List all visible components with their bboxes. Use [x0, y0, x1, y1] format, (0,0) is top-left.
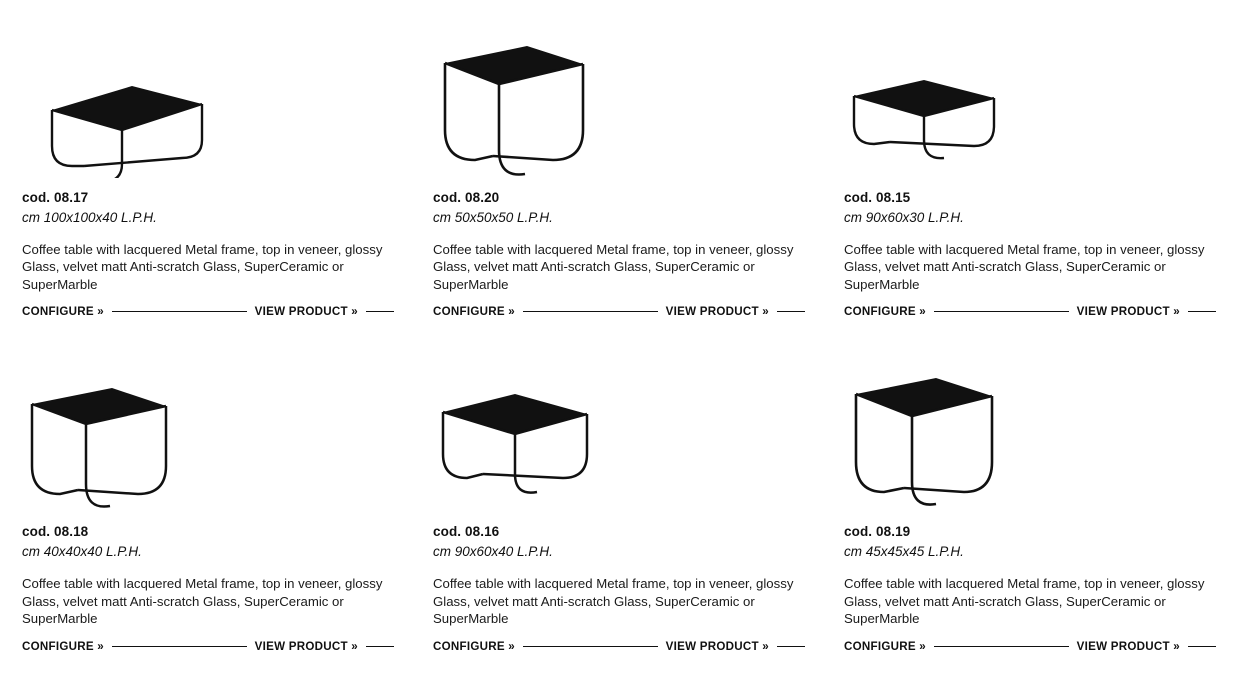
product-actions: [844, 305, 1224, 318]
divider-line: [112, 311, 247, 312]
product-code: cod. 08.16: [433, 524, 500, 540]
product-code: cod. 08.19: [844, 524, 911, 540]
product-dimensions: cm 90x60x30 L.P.H.: [844, 210, 964, 225]
divider-line-end: [366, 646, 394, 647]
coffee-table-low-rect-icon: [846, 68, 1026, 178]
configure-link[interactable]: CONFIGURE »: [433, 305, 515, 319]
divider-line-end: [1188, 311, 1216, 312]
divider-line-end: [777, 646, 805, 647]
product-actions: [433, 305, 813, 318]
view-product-link[interactable]: VIEW PRODUCT »: [254, 305, 358, 319]
product-card: [844, 0, 1250, 318]
product-card: [433, 318, 839, 652]
divider-line: [934, 311, 1069, 312]
product-image-0819: [844, 344, 1250, 524]
coffee-table-low-square-icon: [24, 58, 224, 178]
product-dimensions: cm 45x45x45 L.P.H.: [844, 544, 964, 560]
product-actions: [433, 640, 813, 653]
product-code: cod. 08.17: [22, 190, 89, 205]
coffee-table-mid-rect-icon: [435, 382, 615, 512]
product-image-0820: [433, 10, 839, 190]
view-product-link[interactable]: VIEW PRODUCT »: [665, 305, 769, 319]
divider-line-end: [1188, 646, 1216, 647]
product-image-0817: [22, 10, 428, 190]
product-code: cod. 08.20: [433, 190, 500, 205]
product-description: Coffee table with lacquered Metal frame, top in veneer, glossy Glass, velvet matt Anti-scratch Glass, SuperCeramic or SuperMarble: [844, 576, 1205, 627]
coffee-table-tall-square-icon: [435, 38, 635, 178]
configure-link[interactable]: CONFIGURE »: [844, 639, 926, 653]
product-description: Coffee table with lacquered Metal frame, top in veneer, glossy Glass, velvet matt Anti-scratch Glass, SuperCeramic or SuperMarble: [433, 576, 794, 627]
product-description: Coffee table with lacquered Metal frame, top in veneer, glossy Glass, velvet matt Anti-scratch Glass, SuperCeramic or SuperMarble: [844, 242, 1205, 292]
product-card: [844, 318, 1250, 652]
product-image-0815: [844, 10, 1250, 190]
product-dimensions: cm 100x100x40 L.P.H.: [22, 210, 157, 225]
divider-line: [523, 646, 658, 647]
configure-link[interactable]: CONFIGURE »: [22, 639, 104, 653]
coffee-table-tall-square-2-icon: [846, 372, 1026, 512]
product-image-0816: [433, 344, 839, 524]
divider-line: [523, 311, 658, 312]
product-card: [22, 0, 428, 318]
view-product-link[interactable]: VIEW PRODUCT »: [1076, 305, 1180, 319]
product-card: [22, 318, 428, 652]
view-product-link[interactable]: VIEW PRODUCT »: [254, 639, 358, 653]
product-actions: [22, 640, 402, 653]
divider-line: [112, 646, 247, 647]
product-dimensions: cm 40x40x40 L.P.H.: [22, 544, 142, 560]
product-image-0818: [22, 344, 428, 524]
divider-line-end: [366, 311, 394, 312]
product-code: cod. 08.18: [22, 524, 89, 540]
view-product-link[interactable]: VIEW PRODUCT »: [1076, 639, 1180, 653]
view-product-link[interactable]: VIEW PRODUCT »: [665, 639, 769, 653]
product-description: Coffee table with lacquered Metal frame, top in veneer, glossy Glass, velvet matt Anti-scratch Glass, SuperCeramic or SuperMarble: [22, 242, 383, 292]
product-description: Coffee table with lacquered Metal frame, top in veneer, glossy Glass, velvet matt Anti-scratch Glass, SuperCeramic or SuperMarble: [22, 576, 383, 627]
coffee-table-mid-square-icon: [24, 382, 204, 512]
product-card: [433, 0, 839, 318]
product-dimensions: cm 90x60x40 L.P.H.: [433, 544, 553, 560]
configure-link[interactable]: CONFIGURE »: [844, 305, 926, 319]
product-actions: [844, 640, 1224, 653]
product-actions: [22, 305, 402, 318]
divider-line-end: [777, 311, 805, 312]
configure-link[interactable]: CONFIGURE »: [433, 639, 515, 653]
product-dimensions: cm 50x50x50 L.P.H.: [433, 210, 553, 225]
configure-link[interactable]: CONFIGURE »: [22, 305, 104, 319]
divider-line: [934, 646, 1069, 647]
product-description: Coffee table with lacquered Metal frame, top in veneer, glossy Glass, velvet matt Anti-scratch Glass, SuperCeramic or SuperMarble: [433, 242, 794, 292]
product-code: cod. 08.15: [844, 190, 911, 205]
